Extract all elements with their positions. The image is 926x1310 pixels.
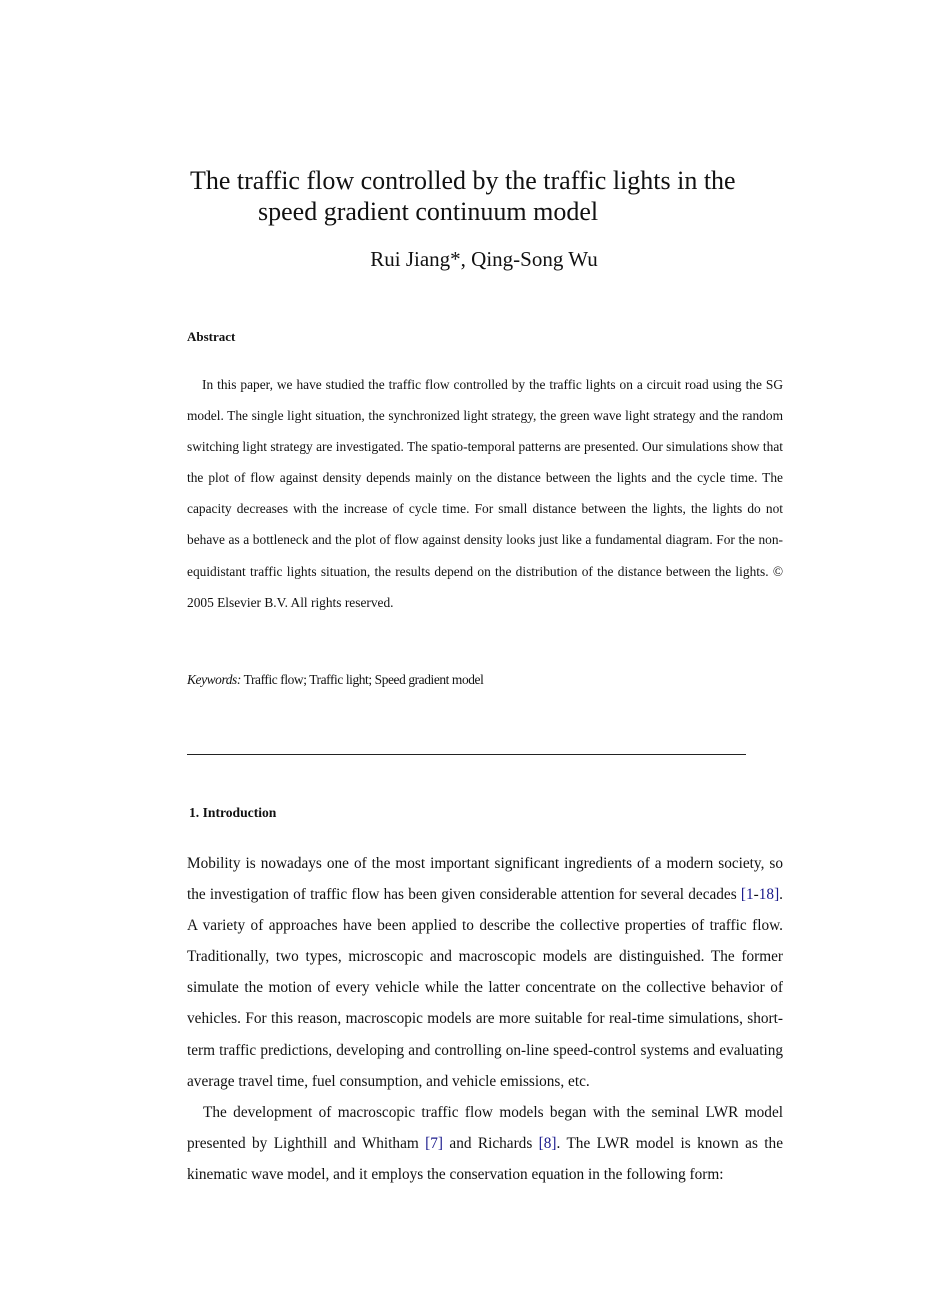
introduction-body [187,848,783,1190]
citation-link[interactable]: [7] [425,1134,444,1152]
citation-link[interactable]: [ [740,886,746,904]
citation-link[interactable]: [8] [538,1134,557,1152]
horizontal-rule [187,754,746,755]
citation-link[interactable]: 1 [746,886,754,904]
abstract-heading: Abstract [187,329,236,344]
intro-text: Mobility is nowadays one of the most important significant ingredients of a modern society, so the investigation of traffic flow has been given considerable attention for several decades [187,855,783,904]
abstract-body: In this paper, we have studied the traffic flow controlled by the traffic lights on a circuit road using the SG model. The single light situation, the synchronized light strategy, the green wave light strategy and the random switching light strategy are investigated. The spatio-temporal patterns are presented. Our simulations show that the plot of flow against density depends mainly on the distance between the lights and the cycle time. The capacity decreases with the increase of cycle time. For small distance between the lights, the lights do not behave as a bottleneck and the plot of flow against density looks just like a fundamental diagram. For the non-equidistant traffic lights situation, the results depend on the distribution of the distance between the lights. © 2005 Elsevier B.V. All rights reserved. [187,377,783,610]
intro-text: . A variety of approaches have been applied to describe the collective properties of traffic flow. Traditionally, two types, microscopic and macroscopic models are distinguished. The former simulate the motion of every vehicle while the latter concentrate on the collective behavior of vehicles. For this reason, macroscopic models are more suitable for real-time simulations, short-term traffic predictions, developing and controlling on-line speed-control systems and evaluating average travel time, fuel consumption, and vehicle emissions, etc. [187,886,783,1090]
intro-text: . The LWR model is known as the kinematic wave model, and it employs the conservation equation in the following form: [187,1134,783,1183]
paper-authors: Rui Jiang*, Qing-Song Wu [370,247,598,271]
paper-title-line-2: speed gradient continuum model [258,197,599,226]
citation-link[interactable]: 18 [758,886,775,904]
citation-dash: - [753,886,759,904]
paper-title-line-1: The traffic flow controlled by the traffic lights in the [190,166,736,195]
introduction-paragraph-2 [187,1097,783,1190]
citation-link[interactable]: ] [774,886,780,904]
keywords-label: Keywords: [187,672,241,687]
intro-text: and Richards [443,1134,539,1152]
keywords-text: Traffic flow; Traffic light; Speed gradient model [243,672,484,687]
keywords [187,672,783,688]
introduction-paragraph-1 [187,848,783,1097]
paper-title [150,165,810,227]
section-heading-introduction: 1. Introduction [189,805,277,820]
intro-text: The development of macroscopic traffic flow models began with the seminal LWR model presented by Lighthill and Whitham [187,1103,783,1152]
